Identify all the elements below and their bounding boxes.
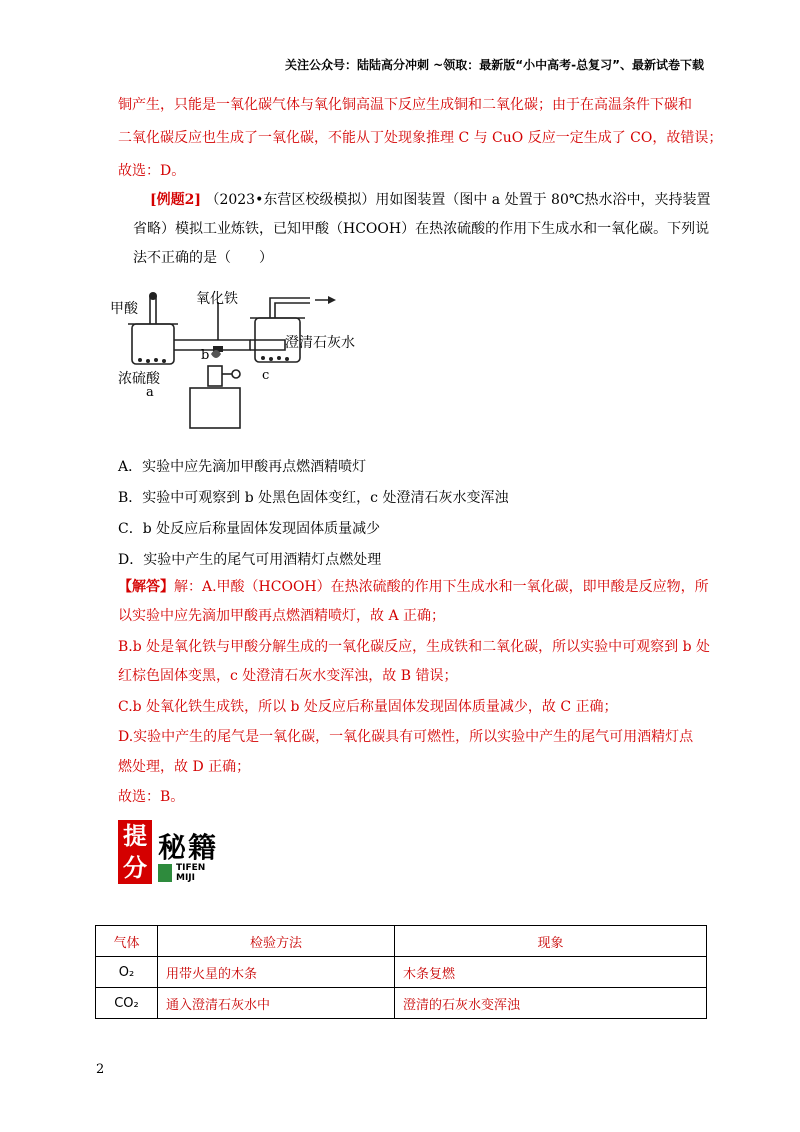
intro-line-1: 铜产生，只能是一氧化碳气体与氧化铜高温下反应生成铜和二氧化碳；由于在高温条件下碳和 [118,97,692,113]
example-tag: [例题2] [150,192,201,208]
table-header-row [96,926,707,957]
option-d: D．实验中产生的尾气可用酒精灯点燃处理 [118,552,382,568]
table-row [96,957,707,988]
answer-line-5: C.b 处氧化铁生成铁，所以 b 处反应后称量固体发现固体质量减少，故 C 正确； [118,699,618,715]
answer-line-3: B.b 处是氧化铁与甲酸分解生成的一氧化碳反应，生成铁和二氧化碳，所以实验中可观察到 b 处 [118,639,711,655]
logo-badge [158,864,172,882]
label-formic-acid: 甲酸 [110,301,138,317]
answer-line-6: D.实验中产生的尾气是一氧化碳，一氧化碳具有可燃性，所以实验中产生的尾气可用酒精灯点 [118,729,694,745]
logo-sub [176,863,205,883]
col-header-phenomenon: 现象 [395,926,707,957]
col-header-gas: 气体 [96,926,158,957]
intro-line-3: 故选：D。 [118,163,186,179]
example-line-1 [150,186,711,215]
logo-sub1: TIFEN [176,863,206,873]
option-b: B．实验中可观察到 b 处黑色固体变红，c 处澄清石灰水变浑浊 [118,490,509,506]
label-c: c [262,368,270,383]
answer-line-7: 燃处理，故 D 正确； [118,759,251,775]
cell-method: 通入澄清石灰水中 [158,988,395,1019]
label-conc-sulfuric: 浓硫酸 [118,371,160,387]
page-number: 2 [96,1062,105,1077]
example-line-2: 省略）模拟工业炼铁，已知甲酸（HCOOH）在热浓硫酸的作用下生成水和一氧化碳。下列说 [133,221,710,237]
logo-title: 秘籍 [158,831,219,864]
intro-line-2: 二氧化碳反应也生成了一氧化碳，不能从丁处现象推理 C 与 CuO 反应一定生成了 CO，故错误； [118,130,723,146]
table-row [96,988,707,1019]
answer-tag: 【解答】 [118,579,174,595]
page-header: 关注公众号：陆陆高分冲刺 ~领取：最新版“小中高考-总复习”、最新试卷下载 [285,58,704,72]
example-line-3: 法不正确的是（ ） [133,250,273,266]
tifen-miji-logo [118,820,238,890]
label-b: b [201,348,210,363]
cell-phenomenon: 木条复燃 [395,957,707,988]
label-iron-oxide: 氧化铁 [196,291,238,307]
apparatus-figure [110,288,370,438]
logo-sub2: MIJI [176,873,196,883]
option-a: A．实验中应先滴加甲酸再点燃酒精喷灯 [118,459,367,475]
answer-line-1 [118,573,709,602]
option-c: C．b 处反应后称量固体发现固体质量减少 [118,521,381,537]
answer-line-4: 红棕色固体变黑，c 处澄清石灰水变浑浊，故 B 错误； [118,668,458,684]
answer-line-2: 以实验中应先滴加甲酸再点燃酒精喷灯，故 A 正确； [118,608,446,624]
cell-method: 用带火星的木条 [158,957,395,988]
label-a: a [146,385,154,400]
cell-gas: O₂ [96,957,158,988]
answer-text-1: 解：A.甲酸（HCOOH）在热浓硫酸的作用下生成水和一氧化碳，即甲酸是反应物，所 [174,579,709,595]
col-header-method: 检验方法 [158,926,395,957]
example-text-1: （2023•东营区校级模拟）用如图装置（图中 a 处置于 80℃热水浴中，夹持装置 [205,192,711,208]
answer-line-8: 故选：B。 [118,789,185,805]
label-limewater: 澄清石灰水 [285,335,355,351]
gas-test-table [95,925,707,1019]
cell-phenomenon: 澄清的石灰水变浑浊 [395,988,707,1019]
logo-seal: 提 分 [118,820,152,884]
apparatus-diagram [110,288,370,438]
cell-gas: CO₂ [96,988,158,1019]
